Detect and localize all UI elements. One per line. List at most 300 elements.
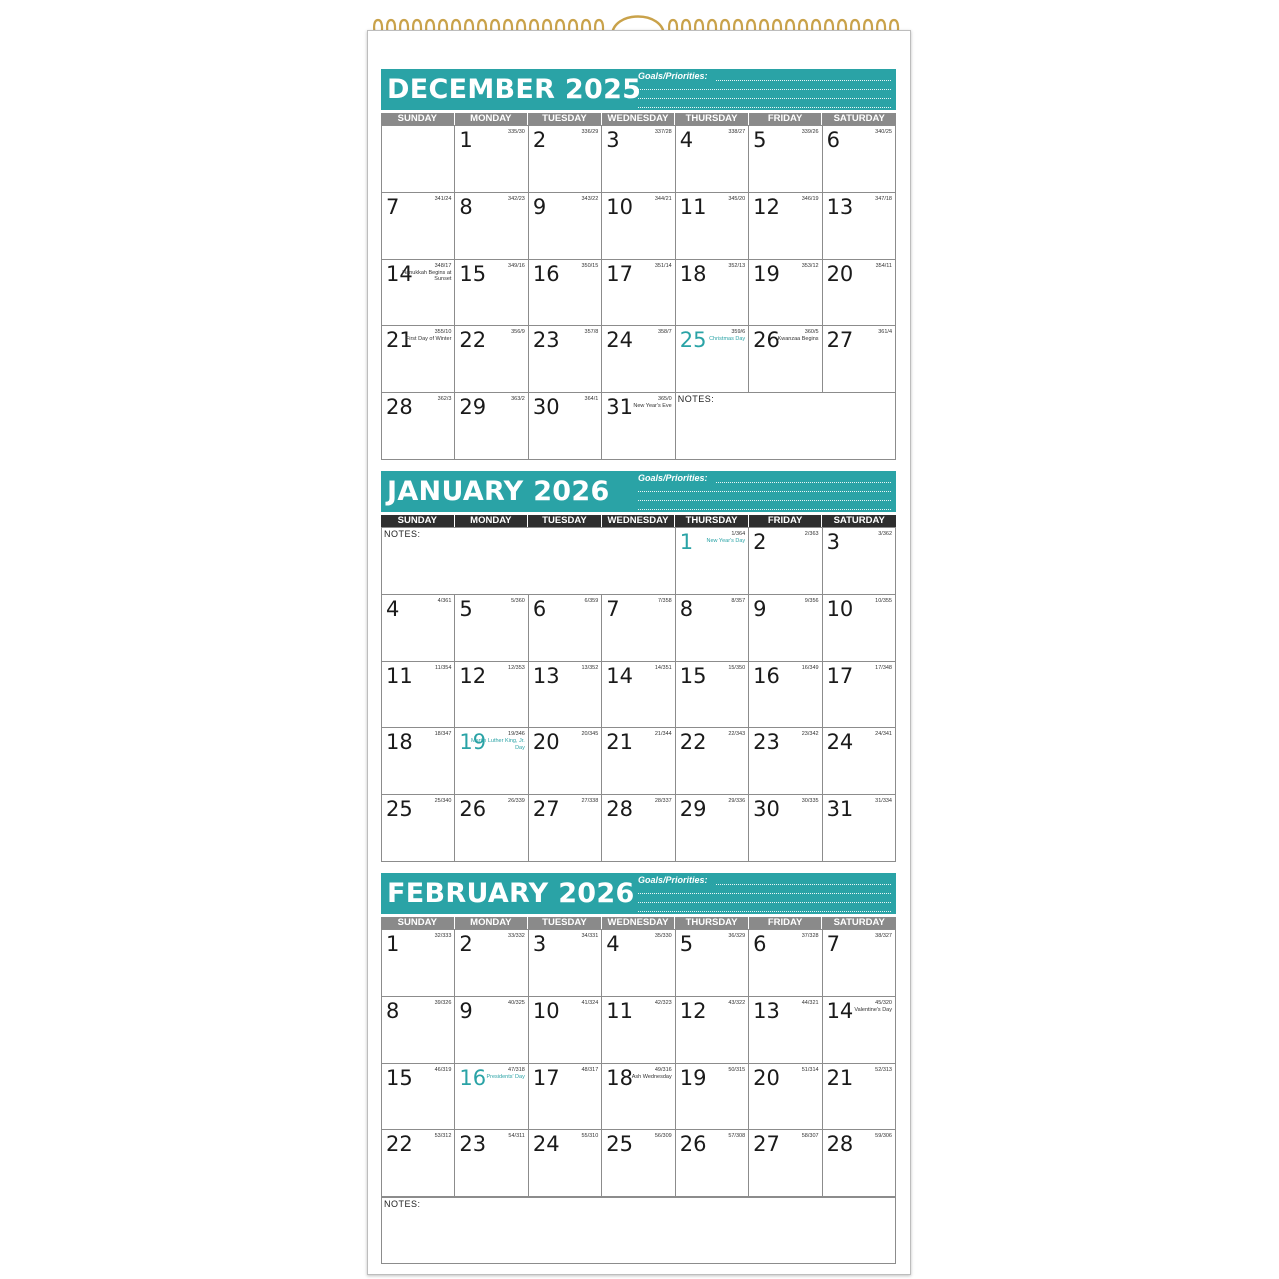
day-of-year: 18/347: [434, 731, 452, 738]
day-number: 1: [386, 932, 400, 956]
day-number: 24: [532, 1132, 560, 1157]
day-of-year: 31/334: [875, 798, 892, 805]
day-number: 6: [532, 596, 547, 621]
day-cell[interactable]: [749, 125, 822, 192]
day-number: 12: [679, 998, 707, 1023]
goals-priorities[interactable]: [636, 71, 891, 108]
goals-label: Goals/Priorities:: [638, 473, 708, 483]
day-number: 10: [532, 998, 560, 1023]
month-banner: [381, 69, 896, 110]
day-cell[interactable]: [823, 727, 896, 794]
day-number: 27: [753, 1132, 780, 1157]
goals-line: [638, 911, 891, 912]
day-cell[interactable]: [602, 125, 675, 192]
holiday-note: Presidents' Day: [486, 1073, 525, 1080]
day-cell[interactable]: [676, 929, 749, 996]
day-cell[interactable]: [455, 1063, 528, 1130]
notes-label: NOTES:: [677, 394, 715, 405]
day-number: 23: [753, 730, 780, 755]
day-cell[interactable]: [455, 1129, 528, 1196]
day-number: 11: [386, 663, 413, 688]
weekday-label: FRIDAY: [749, 515, 823, 527]
weekday-label: FRIDAY: [749, 917, 823, 929]
day-cell[interactable]: [529, 594, 602, 661]
holiday-note: Kwanzaa Begins: [777, 336, 819, 343]
day-cell[interactable]: [676, 794, 749, 861]
day-cell[interactable]: [529, 661, 602, 728]
day-of-year: 356/9: [511, 329, 525, 336]
month-banner: [381, 471, 896, 512]
day-of-year: 26/339: [508, 798, 525, 805]
day-number: 29: [459, 395, 487, 420]
day-number: 6: [753, 932, 767, 956]
day-of-year: 20/345: [581, 731, 599, 738]
holiday-note: Hanukkah Begins at Sunset: [402, 269, 452, 283]
day-cell[interactable]: [382, 325, 455, 392]
day-cell[interactable]: [602, 594, 675, 661]
day-cell[interactable]: [529, 929, 602, 996]
day-of-year: 50/315: [728, 1066, 746, 1073]
goals-line: [638, 902, 891, 903]
day-of-year: 56/309: [654, 1133, 672, 1140]
day-number: 15: [459, 261, 487, 286]
day-cell[interactable]: [455, 325, 528, 392]
day-cell[interactable]: [823, 794, 896, 861]
day-number: 4: [386, 596, 400, 621]
day-cell[interactable]: [602, 325, 675, 392]
day-of-year: 12/353: [508, 664, 525, 671]
holiday-note: New Year's Day: [706, 538, 746, 544]
day-of-year: 346/19: [801, 195, 819, 202]
day-cell[interactable]: [602, 929, 675, 996]
day-number: 12: [459, 663, 487, 688]
day-of-year: 9/356: [804, 597, 819, 604]
day-of-year: 46/319: [434, 1066, 452, 1073]
day-cell[interactable]: [676, 325, 749, 392]
day-of-year: 5/360: [511, 597, 525, 604]
day-number: 29: [679, 797, 707, 822]
weekday-header: [381, 113, 896, 125]
day-of-year: 35/330: [654, 933, 672, 939]
day-number: 19: [459, 730, 487, 755]
day-cell[interactable]: [823, 996, 896, 1063]
day-cell[interactable]: [602, 794, 675, 861]
day-number: 15: [386, 1065, 413, 1090]
day-cell[interactable]: [823, 661, 896, 728]
holiday-note: Christmas Day: [709, 336, 746, 343]
day-number: 7: [386, 194, 400, 219]
day-cell[interactable]: [749, 594, 822, 661]
day-number: 25: [606, 1132, 634, 1157]
day-cell[interactable]: [602, 661, 675, 728]
day-number: 2: [532, 128, 547, 152]
day-cell[interactable]: [676, 996, 749, 1063]
day-number: 21: [386, 328, 413, 353]
day-number: 12: [753, 194, 780, 219]
day-of-year: 48/317: [581, 1066, 599, 1073]
day-cell[interactable]: [749, 794, 822, 861]
weekday-label: SUNDAY: [381, 113, 455, 125]
day-number: 8: [459, 194, 473, 219]
day-cell[interactable]: [382, 392, 455, 459]
day-of-year: 25/340: [434, 798, 452, 805]
day-number: 26: [679, 1132, 707, 1157]
day-cell[interactable]: [823, 192, 896, 259]
day-number: 21: [826, 1065, 854, 1090]
day-grid: [381, 929, 896, 1197]
goals-line: [638, 98, 891, 99]
day-of-year: 351/14: [654, 262, 672, 269]
day-of-year: 39/326: [434, 999, 452, 1006]
day-number: 26: [753, 328, 780, 353]
day-cell[interactable]: [823, 527, 896, 594]
day-of-year: 344/21: [654, 195, 672, 202]
day-cell[interactable]: [823, 1063, 896, 1130]
month-block: [381, 69, 896, 461]
day-cell[interactable]: [676, 594, 749, 661]
weekday-label: WEDNESDAY: [602, 515, 676, 527]
day-of-year: 30/335: [801, 798, 819, 805]
day-cell[interactable]: [529, 996, 602, 1063]
weekday-label: THURSDAY: [675, 113, 749, 125]
day-cell[interactable]: [749, 259, 822, 326]
day-number: 5: [459, 596, 473, 621]
day-of-year: 336/29: [581, 129, 599, 135]
day-cell[interactable]: [676, 125, 749, 192]
goals-line: [638, 500, 891, 501]
goals-line: [638, 893, 891, 894]
day-of-year: 11/354: [435, 664, 452, 671]
day-number: 23: [459, 1132, 487, 1157]
day-cell[interactable]: [382, 727, 455, 794]
day-number: 3: [606, 128, 620, 152]
day-number: 2: [753, 530, 767, 554]
day-cell[interactable]: [676, 527, 749, 594]
day-number: 16: [753, 663, 780, 688]
day-cell[interactable]: [676, 1063, 749, 1130]
day-cell[interactable]: [749, 727, 822, 794]
day-number: 3: [532, 932, 547, 956]
day-of-year: 342/23: [508, 195, 525, 202]
day-of-year: 335/30: [508, 129, 525, 135]
goals-line: [716, 884, 891, 885]
day-number: 9: [753, 596, 767, 621]
notes-box[interactable]: [676, 392, 896, 459]
day-number: 4: [606, 932, 620, 956]
day-number: 11: [606, 998, 634, 1023]
day-of-year: 33/332: [508, 933, 525, 939]
day-of-year: 353/12: [801, 262, 819, 269]
day-cell[interactable]: [749, 996, 822, 1063]
day-of-year: 17/348: [875, 664, 892, 671]
day-of-year: 364/1: [584, 396, 599, 403]
day-cell[interactable]: [455, 794, 528, 861]
notes-label: NOTES:: [384, 529, 421, 539]
notes-label: NOTES:: [384, 1199, 421, 1209]
day-number: 5: [753, 128, 767, 152]
day-of-year: 10/355: [875, 597, 892, 604]
day-number: 10: [606, 194, 634, 219]
day-of-year: 47/318: [508, 1066, 525, 1073]
day-of-year: 38/327: [875, 933, 892, 939]
day-cell[interactable]: [602, 259, 675, 326]
day-cell[interactable]: [749, 527, 822, 594]
day-number: 28: [606, 797, 634, 822]
day-number: 18: [679, 261, 707, 286]
day-number: 4: [679, 128, 694, 152]
day-cell[interactable]: [676, 1129, 749, 1196]
day-number: 13: [753, 998, 780, 1023]
day-cell[interactable]: [823, 325, 896, 392]
day-number: 13: [826, 194, 854, 219]
day-cell[interactable]: [823, 125, 896, 192]
day-of-year: 24/341: [875, 731, 892, 738]
day-cell[interactable]: [602, 1129, 675, 1196]
day-of-year: 54/311: [508, 1133, 525, 1140]
day-cell[interactable]: [749, 192, 822, 259]
weekday-label: MONDAY: [455, 113, 529, 125]
day-number: 18: [386, 730, 413, 755]
day-of-year: 7/358: [657, 597, 672, 604]
day-number: 1: [679, 530, 694, 554]
day-number: 26: [459, 797, 487, 822]
day-of-year: 59/306: [875, 1133, 892, 1140]
day-cell[interactable]: [749, 325, 822, 392]
day-number: 9: [532, 194, 547, 219]
day-cell[interactable]: [382, 259, 455, 326]
day-cell[interactable]: [455, 594, 528, 661]
day-cell[interactable]: [602, 996, 675, 1063]
day-of-year: 339/26: [801, 129, 819, 135]
day-number: 17: [606, 261, 634, 286]
day-of-year: 29/336: [728, 798, 746, 805]
day-of-year: 13/352: [581, 664, 599, 671]
day-cell[interactable]: [529, 192, 602, 259]
day-of-year: 358/7: [657, 329, 672, 336]
day-of-year: 338/27: [728, 129, 746, 135]
day-cell[interactable]: [382, 192, 455, 259]
goals-label: Goals/Priorities:: [638, 71, 708, 81]
goals-line: [638, 89, 891, 90]
day-of-year: 8/357: [731, 597, 746, 604]
day-cell[interactable]: [602, 727, 675, 794]
day-cell[interactable]: [382, 661, 455, 728]
day-of-year: 23/342: [801, 731, 819, 738]
day-of-year: 52/313: [875, 1066, 892, 1073]
day-cell[interactable]: [529, 392, 602, 459]
day-of-year: 21/344: [654, 731, 672, 738]
day-cell[interactable]: [749, 661, 822, 728]
day-number: 10: [826, 596, 854, 621]
day-of-year: 51/314: [801, 1066, 819, 1073]
day-of-year: 14/351: [654, 664, 672, 671]
day-of-year: 6/359: [584, 597, 599, 604]
day-cell[interactable]: [529, 794, 602, 861]
holiday-note: First Day of Winter: [405, 336, 452, 343]
goals-priorities[interactable]: [636, 473, 891, 510]
weekday-label: THURSDAY: [675, 917, 749, 929]
day-number: 22: [679, 730, 707, 755]
day-cell[interactable]: [823, 259, 896, 326]
day-cell[interactable]: [749, 1063, 822, 1130]
weekday-label: SUNDAY: [381, 515, 455, 527]
day-number: 16: [459, 1065, 487, 1090]
day-cell[interactable]: [455, 727, 528, 794]
day-number: 24: [826, 730, 854, 755]
day-of-year: 36/329: [728, 933, 746, 939]
month-block: [381, 873, 896, 1265]
day-number: 8: [386, 998, 400, 1023]
day-cell[interactable]: [749, 1129, 822, 1196]
day-of-year: 22/343: [728, 731, 746, 738]
day-cell[interactable]: [602, 1063, 675, 1130]
day-number: 5: [679, 932, 694, 956]
day-cell[interactable]: [455, 996, 528, 1063]
day-number: 17: [826, 663, 854, 688]
day-number: 20: [532, 730, 560, 755]
day-number: 31: [826, 797, 854, 822]
day-of-year: 41/324: [581, 999, 599, 1006]
day-of-year: 345/20: [728, 195, 746, 202]
weekday-label: THURSDAY: [675, 515, 749, 527]
day-cell[interactable]: [455, 392, 528, 459]
day-number: 21: [606, 730, 634, 755]
day-number: 9: [459, 998, 473, 1023]
day-number: 23: [532, 328, 560, 353]
day-number: 30: [532, 395, 560, 420]
day-number: 27: [826, 328, 854, 353]
day-number: 14: [606, 663, 634, 688]
month-title: FEBRUARY 2026: [387, 878, 635, 909]
day-of-year: 19/346: [508, 731, 525, 738]
day-cell[interactable]: [676, 259, 749, 326]
goals-line: [638, 509, 891, 510]
day-cell[interactable]: [823, 1129, 896, 1196]
day-cell[interactable]: [529, 727, 602, 794]
day-cell[interactable]: [602, 192, 675, 259]
goals-line: [638, 491, 891, 492]
day-cell[interactable]: [676, 727, 749, 794]
day-number: 25: [679, 328, 707, 353]
day-number: 31: [606, 395, 634, 420]
day-of-year: 1/364: [731, 531, 746, 537]
day-number: 22: [459, 328, 487, 353]
day-of-year: 365/0: [657, 396, 672, 403]
day-cell[interactable]: [455, 192, 528, 259]
day-cell[interactable]: [529, 325, 602, 392]
day-of-year: 343/22: [581, 195, 599, 202]
day-cell[interactable]: [529, 1129, 602, 1196]
goals-label: Goals/Priorities:: [638, 875, 708, 885]
day-of-year: 362/3: [437, 396, 452, 403]
day-number: 6: [826, 128, 840, 152]
day-number: 25: [386, 797, 413, 822]
day-cell[interactable]: [455, 259, 528, 326]
weekday-header: [381, 917, 896, 929]
day-number: 18: [606, 1065, 634, 1090]
day-of-year: 49/316: [654, 1066, 672, 1073]
empty-day-cell: [382, 125, 455, 192]
holiday-note: Martin Luther King, Jr. Day: [471, 738, 525, 751]
day-of-year: 28/337: [654, 798, 672, 805]
day-cell[interactable]: [382, 1129, 455, 1196]
day-cell[interactable]: [529, 259, 602, 326]
day-of-year: 55/310: [581, 1133, 599, 1140]
weekday-header: [381, 515, 896, 527]
day-number: 24: [606, 328, 634, 353]
holiday-note: New Year's Eve: [633, 403, 672, 410]
day-number: 7: [826, 932, 840, 956]
day-of-year: 349/16: [508, 262, 525, 269]
goals-line: [638, 107, 891, 108]
month-block: [381, 471, 896, 863]
day-cell[interactable]: [382, 594, 455, 661]
day-of-year: 40/325: [508, 999, 525, 1006]
day-cell[interactable]: [676, 192, 749, 259]
day-number: 19: [753, 261, 780, 286]
day-number: 8: [679, 596, 694, 621]
goals-line: [716, 482, 891, 483]
day-of-year: 37/328: [801, 933, 819, 939]
day-number: 14: [386, 261, 413, 286]
day-of-year: 3/362: [878, 531, 892, 537]
weekday-label: WEDNESDAY: [602, 113, 676, 125]
month-title: DECEMBER 2025: [387, 74, 642, 105]
day-number: 17: [532, 1065, 560, 1090]
day-cell[interactable]: [749, 929, 822, 996]
holiday-note: Valentine's Day: [854, 1006, 892, 1013]
day-cell[interactable]: [823, 594, 896, 661]
day-number: 2: [459, 932, 473, 956]
goals-priorities[interactable]: [636, 875, 891, 912]
day-cell[interactable]: [382, 929, 455, 996]
day-grid: [381, 125, 896, 460]
day-of-year: 341/24: [434, 195, 452, 202]
day-number: 13: [532, 663, 560, 688]
weekday-label: TUESDAY: [528, 917, 602, 929]
day-of-year: 337/28: [654, 129, 672, 135]
day-cell[interactable]: [382, 1063, 455, 1130]
day-cell[interactable]: [455, 125, 528, 192]
weekday-label: SATURDAY: [833, 113, 885, 124]
day-cell[interactable]: [529, 1063, 602, 1130]
day-grid: [381, 527, 896, 862]
day-of-year: 44/321: [801, 999, 819, 1006]
day-of-year: 34/331: [581, 933, 599, 939]
holiday-note: Ash Wednesday: [631, 1073, 672, 1080]
notes-box[interactable]: [381, 1197, 896, 1264]
weekday-label: MONDAY: [455, 515, 529, 527]
day-number: 22: [386, 1132, 413, 1157]
day-cell[interactable]: [602, 392, 675, 459]
day-cell[interactable]: [455, 661, 528, 728]
day-of-year: 340/25: [875, 129, 892, 135]
day-cell[interactable]: [455, 929, 528, 996]
month-title: JANUARY 2026: [387, 476, 610, 507]
weekday-label: SUNDAY: [381, 917, 455, 929]
day-of-year: 42/323: [654, 999, 672, 1006]
day-cell[interactable]: [382, 794, 455, 861]
day-cell[interactable]: [382, 996, 455, 1063]
day-cell[interactable]: [529, 125, 602, 192]
day-of-year: 357/8: [584, 329, 599, 336]
day-of-year: 2/363: [804, 531, 819, 537]
day-cell[interactable]: [823, 929, 896, 996]
day-number: 16: [532, 261, 560, 286]
notes-box[interactable]: [382, 527, 676, 594]
day-cell[interactable]: [676, 661, 749, 728]
day-number: 30: [753, 797, 780, 822]
